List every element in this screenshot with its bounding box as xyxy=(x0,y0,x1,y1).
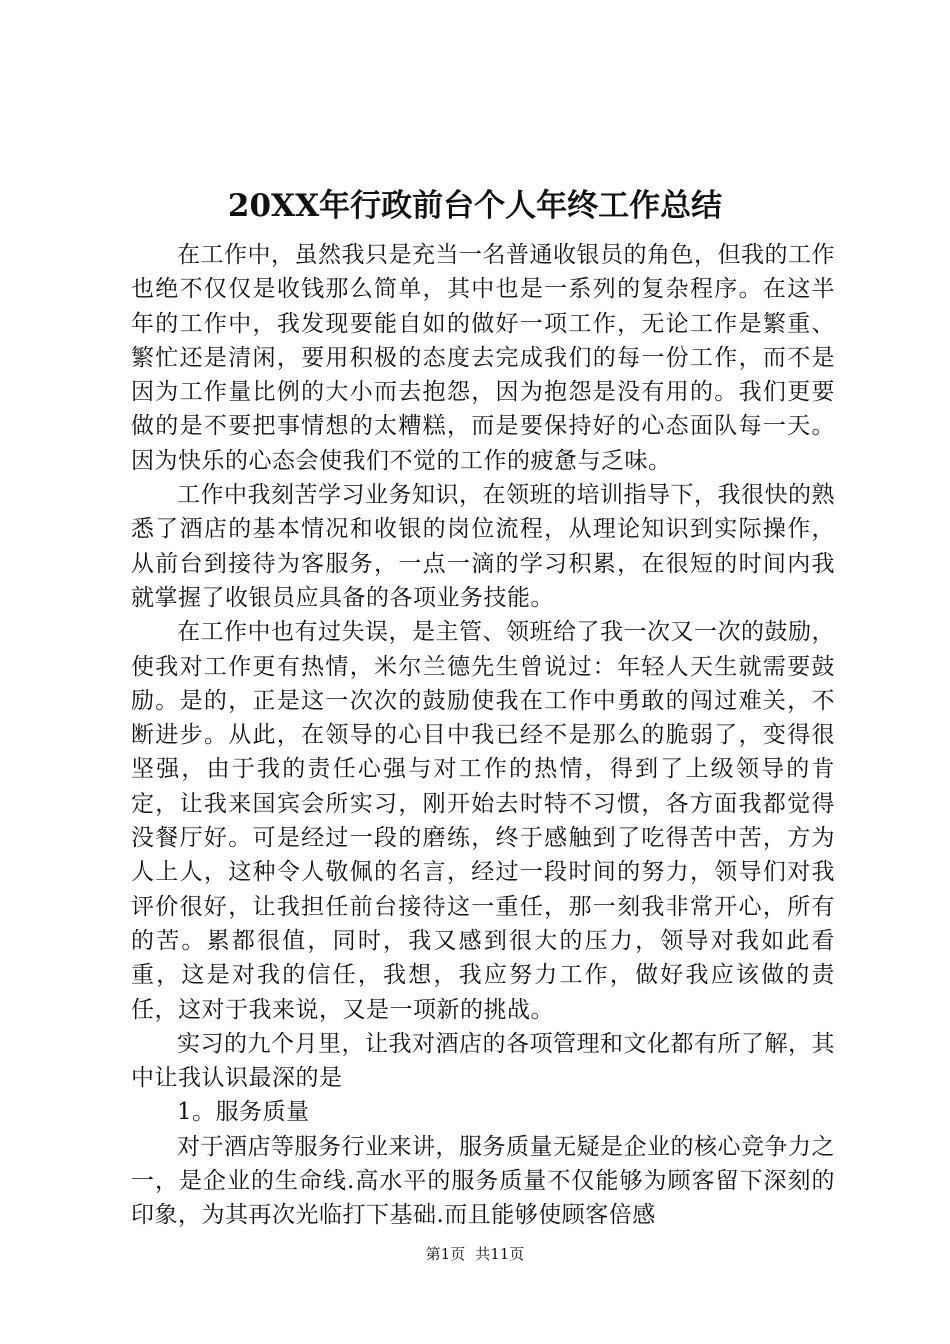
paragraph-4: 实习的九个月里，让我对酒店的各项管理和文化都有所了解，其中让我认识最深的是 xyxy=(131,1030,835,1092)
section-heading-service-quality: 1。服务质量 xyxy=(177,1099,310,1126)
page-footer xyxy=(0,1244,950,1264)
paragraph-5: 对于酒店等服务行业来讲，服务质量无疑是企业的核心竞争力之一，是企业的生命线.高水平的服务质量不仅能够为顾客留下深刻的印象，为其再次光临打下基础.而且能够使顾客倍感 xyxy=(131,1133,835,1229)
paragraph-2: 工作中我刻苦学习业务知识，在领班的培训指导下，我很快的熟悉了酒店的基本情况和收银的岗位流程，从理论知识到实际操作，从前台到接待为客服务，一点一滴的学习积累，在很短的时间内我就掌握了收银员应具备的各项业务技能。 xyxy=(131,482,835,611)
paragraph-1: 在工作中，虽然我只是充当一名普通收银员的角色，但我的工作也绝不仅仅是收钱那么简单，其中也是一系列的复杂程序。在这半年的工作中，我发现要能自如的做好一项工作，无论工作是繁重、繁忙还是清闲，要用积极的态度去完成我们的每一份工作，而不是因为工作量比例的大小而去抱怨，因为抱怨是没有用的。我们更要做的是不要把事情想的太糟糕，而是要保持好的心态面队每一天。因为快乐的心态会使我们不觉的工作的疲惫与乏味。 xyxy=(131,242,835,474)
paragraph-3: 在工作中也有过失误，是主管、领班给了我一次又一次的鼓励，使我对工作更有热情，米尔兰德先生曾说过：年轻人天生就需要鼓励。是的，正是这一次次的鼓励使我在工作中勇敢的闯过难关，不断进步。从此，在领导的心目中我已经不是那么的脆弱了，变得很坚强，由于我的责任心强与对工作的热情，得到了上级领导的肯定，让我来国宾会所实习，刚开始去时特不习惯，各方面我都觉得没餐厅好。可是经过一段的磨练，终于感触到了吃得苦中苦，方为人上人，这种令人敬佩的名言，经过一段时间的努力，领导们对我评价很好，让我担任前台接待这一重任，那一刻我非常开心，所有的苦。累都很值，同时，我又感到很大的压力，领导对我如此看重，这是对我的信任，我想，我应努力工作，做好我应该做的责任，这对于我来说，又是一项新的挑战。 xyxy=(131,619,835,1023)
page-title: 20XX年行政前台个人年终工作总结 xyxy=(227,188,723,224)
page-number: 第1页 xyxy=(425,1245,466,1263)
document-body xyxy=(131,238,835,1233)
page-total: 共11页 xyxy=(475,1245,525,1263)
